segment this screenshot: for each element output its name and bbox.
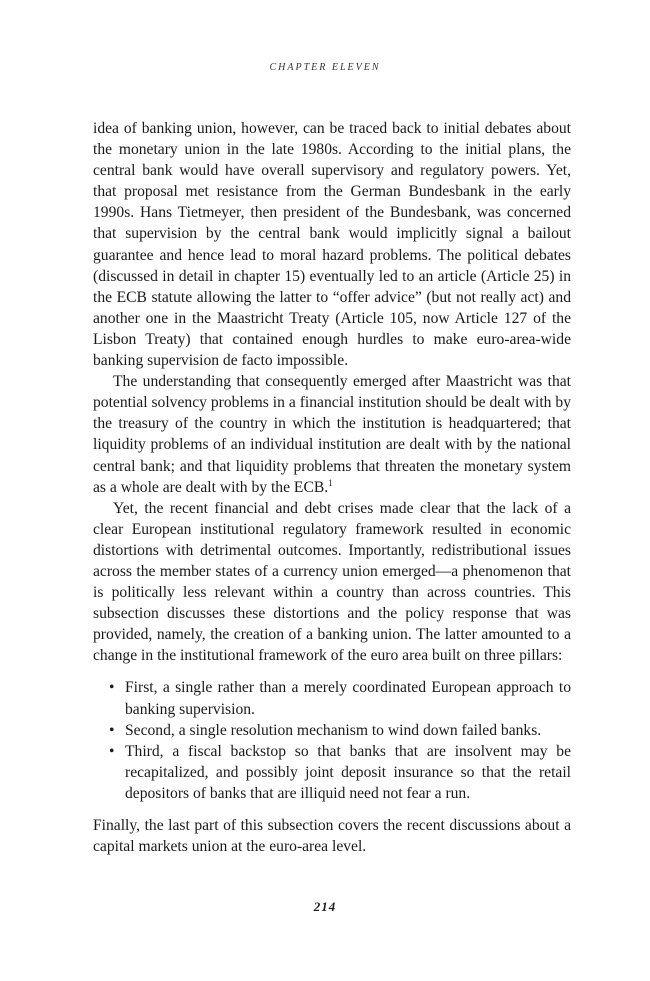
- pillars-list: [93, 677, 571, 804]
- paragraph-1: idea of banking union, however, can be traced back to initial debates about the monetary union in the late 1980s. According to the initial plans, the central bank would have overall supervisory and regulatory powers. Yet, that proposal met resistance from the German Bundesbank in the early 1990s. Hans Tietmeyer, then president of the Bundesbank, was concerned that supervision by the central bank would implicitly signal a bailout guarantee and hence lead to moral hazard problems. The political debates (discussed in detail in chapter 15) eventually led to an article (Article 25) in the ECB statute allowing the latter to “offer advice” (but not really act) and another one in the Maastricht Treaty (Article 105, now Article 127 of the Lisbon Treaty) that contained enough hurdles to make euro-area-wide banking supervision de facto impossible.: [93, 120, 571, 370]
- paragraph-3: Yet, the recent financial and debt crises made clear that the lack of a clear European institutional regulatory framework resulted in economic distortions with detrimental outcomes. Importantly, redistributional issues across the member states of a currency union emerged—a phenomenon that is politically less relevant within a country than across countries. This subsection discusses these distortions and the policy response that was provided, namely, the creation of a banking union. The latter amounted to a change in the institutional framework of the euro area built on three pillars:: [93, 499, 571, 665]
- list-item-text: Third, a fiscal backstop so that banks that are insolvent may be recapitalized, and possibly joint deposit insurance so that the retail depositors of banks that are illiquid need not fear a run.: [125, 742, 571, 802]
- list-item: [109, 677, 571, 719]
- body-text: [93, 118, 571, 857]
- paragraph-4: Finally, the last part of this subsection covers the recent discussions about a capital markets union at the euro-area level.: [93, 817, 571, 856]
- page-number: 214: [313, 899, 337, 914]
- list-item-text: Second, a single resolution mechanism to wind down failed banks.: [125, 721, 542, 739]
- list-item: [109, 720, 571, 741]
- paragraph-2-text: The understanding that consequently emerged after Maastricht was that potential solvency problems in a financial institution should be dealt with by the treasury of the country in which the institution is headquartered; that liquidity problems of an individual institution are dealt with by the national central bank; and that liquidity problems that threaten the monetary system as a whole are dealt with by the ECB.: [93, 373, 571, 496]
- paragraph-2: [93, 371, 571, 498]
- running-head: CHAPTER ELEVEN: [269, 62, 381, 73]
- bullet-icon: •: [109, 679, 115, 697]
- list-item-text: First, a single rather than a merely coordinated European approach to banking supervision.: [125, 679, 571, 718]
- footnote-marker: 1: [328, 477, 333, 488]
- bullet-icon: •: [109, 742, 115, 760]
- bullet-icon: •: [109, 721, 115, 739]
- list-item: [109, 741, 571, 804]
